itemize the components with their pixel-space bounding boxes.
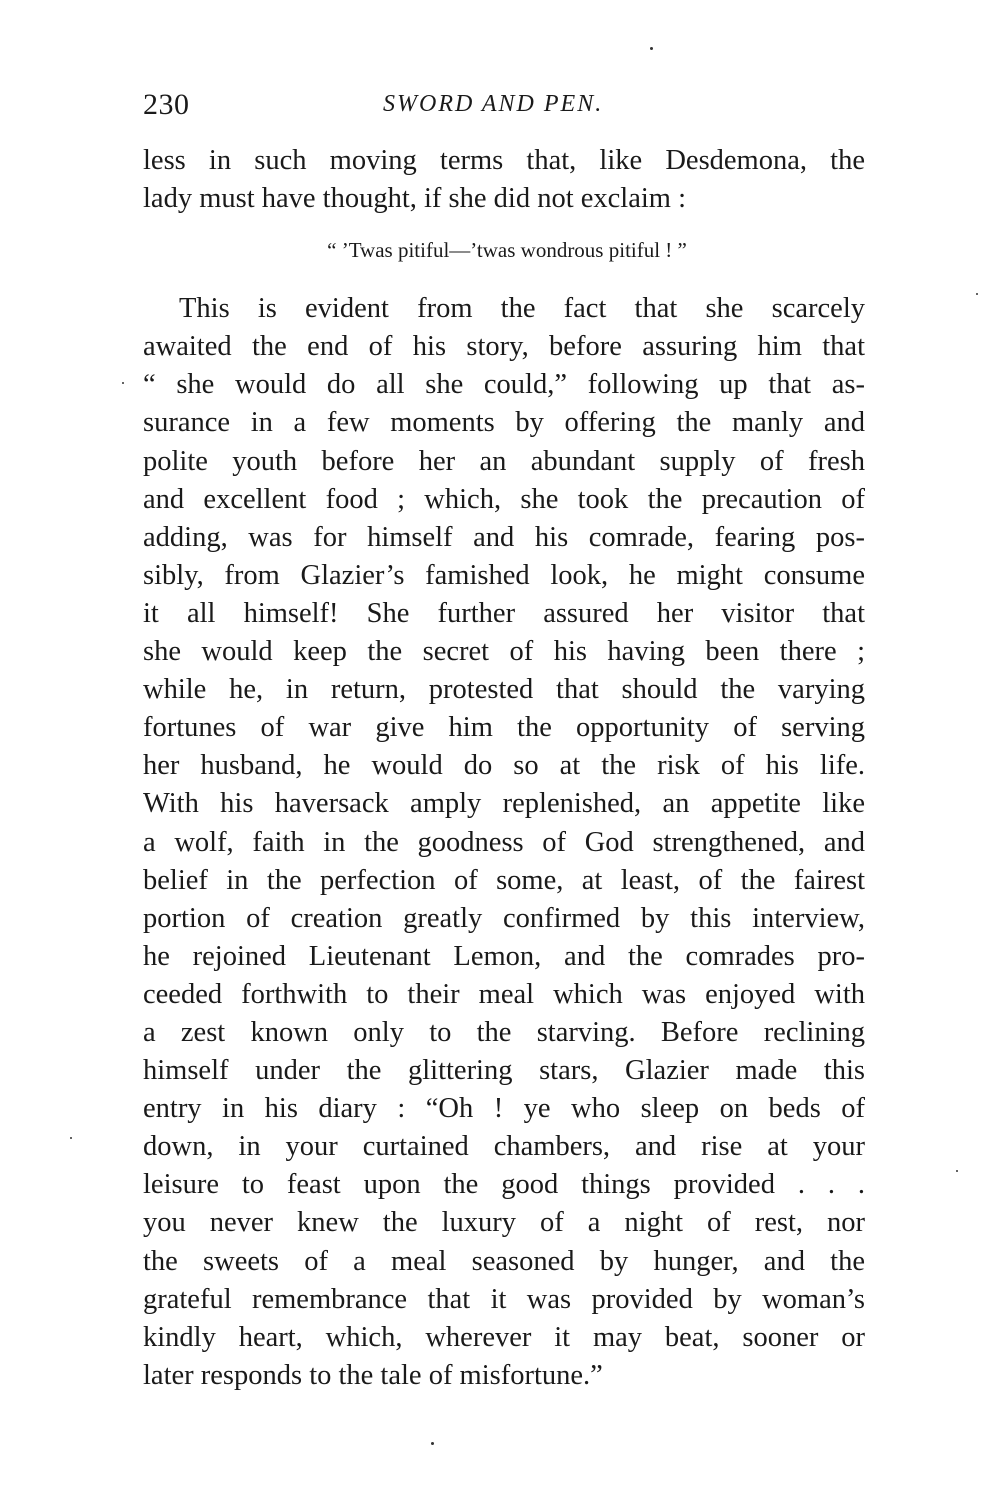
- print-speck: [956, 1170, 958, 1172]
- block-quote: “ ’Twas pitiful—’twas wondrous pitiful ! ”: [327, 238, 687, 263]
- print-speck: [650, 47, 653, 50]
- text-line: she would keep the secret of his having been there ;: [143, 636, 865, 668]
- text-line: a wolf, faith in the goodness of God strengthened, and: [143, 826, 865, 858]
- text-line: he rejoined Lieutenant Lemon, and the comrades pro-: [143, 940, 865, 972]
- text-line: awaited the end of his story, before assuring him that: [143, 331, 865, 363]
- text-line: you never knew the luxury of a night of rest, nor: [143, 1207, 865, 1239]
- print-speck: [976, 293, 978, 295]
- text-line: leisure to feast upon the good things provided . . .: [143, 1169, 865, 1201]
- text-line: down, in your curtained chambers, and rise at your: [143, 1131, 865, 1163]
- print-speck: [122, 382, 124, 384]
- text-line: belief in the perfection of some, at least, of the fairest: [143, 864, 865, 896]
- text-line: fortunes of war give him the opportunity of serving: [143, 712, 865, 744]
- text-line: the sweets of a meal seasoned by hunger, and the: [143, 1245, 865, 1277]
- text-line: while he, in return, protested that should the varying: [143, 674, 865, 706]
- print-speck: [70, 1137, 72, 1139]
- text-line: a zest known only to the starving. Before reclining: [143, 1016, 865, 1048]
- text-line: later responds to the tale of misfortune.”: [143, 1359, 603, 1391]
- text-line: This is evident from the fact that she scarcely: [179, 293, 865, 325]
- text-line: lady must have thought, if she did not exclaim :: [143, 183, 686, 215]
- text-line: himself under the glittering stars, Glazier made this: [143, 1055, 865, 1087]
- text-line: With his haversack amply replenished, an appetite like: [143, 788, 865, 820]
- text-line: “ she would do all she could,” following up that as-: [143, 369, 865, 401]
- text-line: entry in his diary : “Oh ! ye who sleep on beds of: [143, 1093, 865, 1125]
- text-line: polite youth before her an abundant supply of fresh: [143, 445, 865, 477]
- text-line: adding, was for himself and his comrade, fearing pos-: [143, 521, 865, 553]
- text-line: portion of creation greatly confirmed by this interview,: [143, 902, 865, 934]
- text-line: less in such moving terms that, like Desdemona, the: [143, 145, 865, 176]
- text-line: ceeded forthwith to their meal which was enjoyed with: [143, 978, 865, 1010]
- text-line: her husband, he would do so at the risk of his life.: [143, 750, 865, 782]
- text-line: grateful remembrance that it was provided by woman’s: [143, 1283, 865, 1315]
- body-text: [143, 142, 865, 1395]
- text-line: it all himself! She further assured her visitor that: [143, 597, 865, 629]
- print-speck: [431, 1442, 434, 1445]
- running-title: SWORD AND PEN.: [383, 91, 604, 117]
- text-line: sibly, from Glazier’s famished look, he might consume: [143, 559, 865, 591]
- page-number: 230: [143, 88, 190, 121]
- text-line: and excellent food ; which, she took the precaution of: [143, 483, 865, 515]
- text-line: surance in a few moments by offering the manly and: [143, 407, 865, 439]
- text-line: kindly heart, which, wherever it may beat, sooner or: [143, 1321, 865, 1353]
- running-head: [143, 88, 863, 128]
